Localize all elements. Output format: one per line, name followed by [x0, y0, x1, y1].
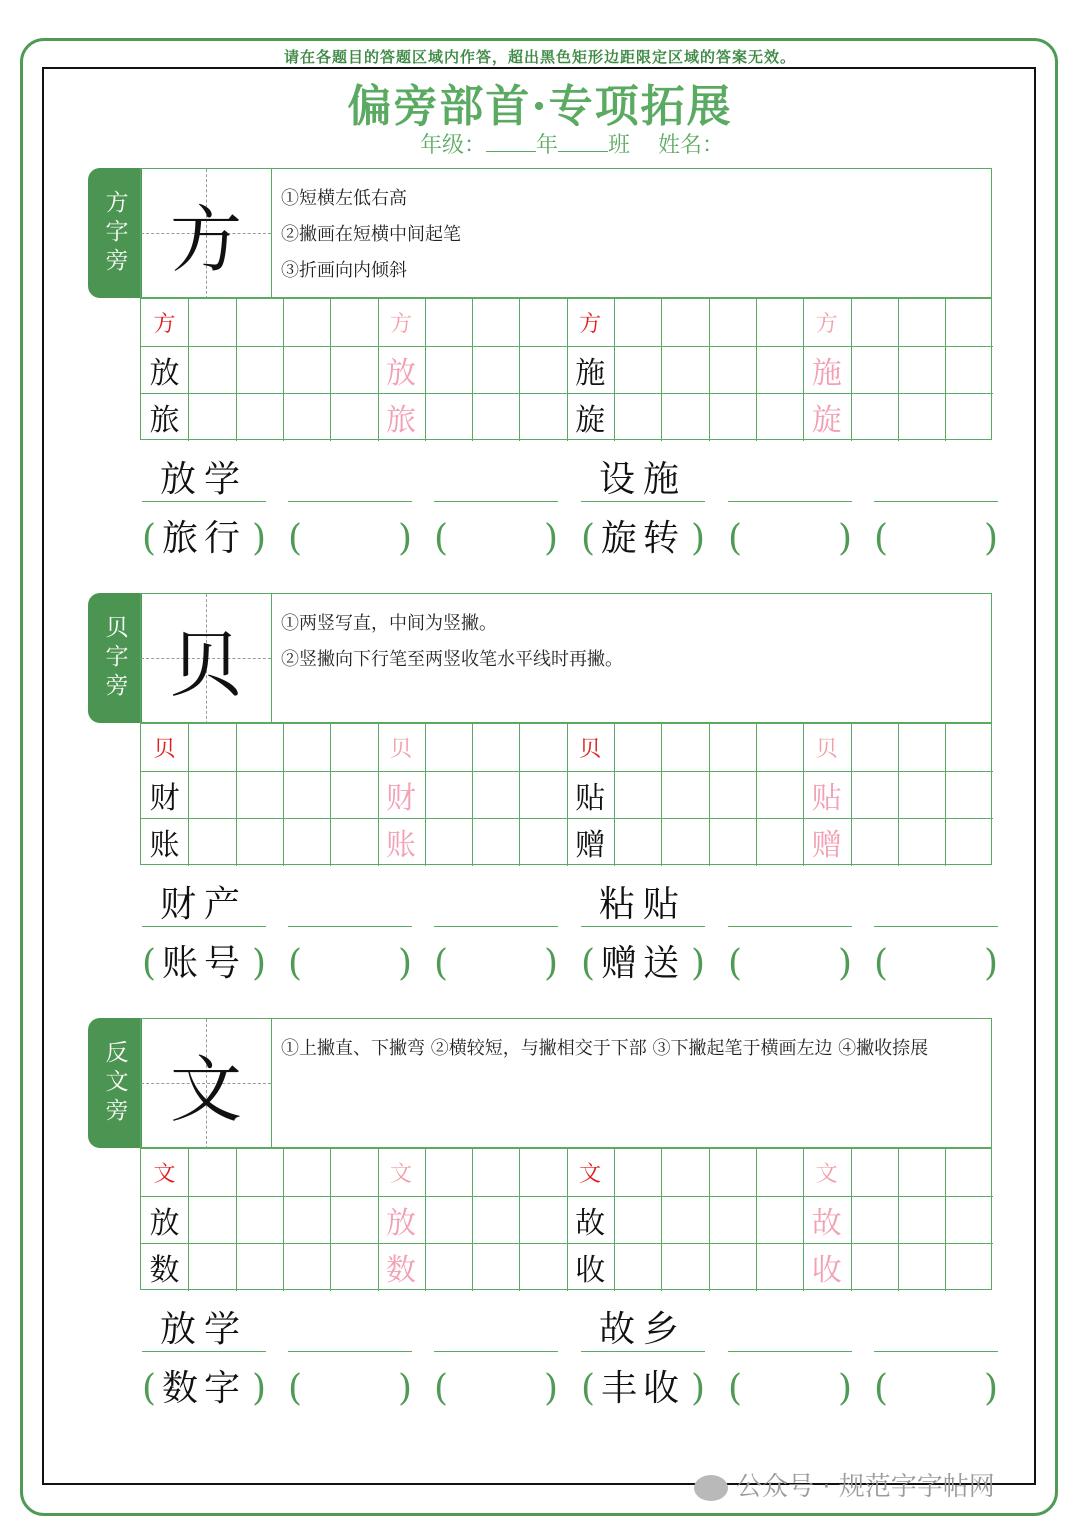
- word-model: 放学: [142, 458, 266, 502]
- paren-blank[interactable]: [728, 1364, 852, 1414]
- word-model: 放学: [142, 1308, 266, 1352]
- demo-box: [140, 1018, 992, 1148]
- word-blank[interactable]: [874, 458, 998, 502]
- wechat-icon: [694, 1475, 728, 1501]
- radical-trace: 方: [815, 312, 838, 337]
- grid-line: [898, 724, 899, 866]
- paren-open: (: [728, 518, 743, 559]
- word-model: 粘贴: [581, 883, 705, 927]
- paren-word: 丰收: [600, 1368, 685, 1409]
- model-char: 旅: [149, 402, 180, 438]
- grid-line: [236, 299, 237, 441]
- word-blank[interactable]: [434, 1308, 558, 1352]
- paren-open: (: [288, 943, 303, 984]
- grade-line: [420, 128, 724, 159]
- grid-line: [851, 1149, 852, 1291]
- practice-grid: [140, 723, 992, 865]
- trace-char: 旋: [811, 402, 842, 438]
- grid-line: [756, 299, 757, 441]
- grid-line: [945, 1149, 946, 1291]
- tips: [281, 606, 981, 678]
- radical-model: 文: [579, 1162, 602, 1187]
- paren-close: ): [397, 1368, 412, 1409]
- grid-line: [472, 724, 473, 866]
- paren-close: ): [397, 518, 412, 559]
- paren-close: ): [251, 1368, 266, 1409]
- word-blank[interactable]: [288, 1308, 412, 1352]
- paren-close: ): [983, 518, 998, 559]
- year-label: 年: [536, 133, 559, 158]
- word-practice: [0, 1308, 1080, 1418]
- paren-open: (: [142, 943, 157, 984]
- paren-blank[interactable]: [728, 939, 852, 989]
- paren-close: ): [837, 1368, 852, 1409]
- divider: [271, 594, 272, 724]
- radical-trace: 方: [389, 312, 412, 337]
- paren-close: ): [837, 943, 852, 984]
- model-char: 放: [149, 355, 180, 391]
- word-model: 设施: [581, 458, 705, 502]
- tip-line: ②竖撇向下行笔至两竖收笔水平线时再撇。: [281, 649, 623, 670]
- grid-line: [425, 299, 426, 441]
- tab-label: 反文旁: [101, 1039, 128, 1127]
- practice-grid: [140, 1148, 992, 1290]
- practice-grid: [140, 298, 992, 440]
- paren-close: ): [983, 943, 998, 984]
- section-tab: [88, 168, 142, 298]
- grid-line: [614, 724, 615, 866]
- trace-char: 施: [811, 355, 842, 391]
- name-label: 姓名：: [658, 133, 725, 158]
- paren-open: (: [581, 1368, 596, 1409]
- notice-text: 请在各题目的答题区域内作答，超出黑色矩形边距限定区域的答案无效。: [283, 48, 796, 66]
- model-char: 放: [149, 1205, 180, 1241]
- grid-line: [188, 299, 189, 441]
- word-blank[interactable]: [874, 883, 998, 927]
- paren-word: 数字: [161, 1368, 246, 1409]
- demo-char: 文: [169, 1048, 242, 1132]
- section-tab: [88, 1018, 142, 1148]
- trace-char: 放: [386, 1205, 416, 1241]
- model-char: 施: [575, 355, 606, 391]
- word-blank[interactable]: [288, 883, 412, 927]
- trace-char: 赠: [811, 827, 842, 863]
- paren-word: 旅行: [161, 518, 246, 559]
- model-char: 赠: [575, 827, 606, 863]
- word-blank[interactable]: [434, 458, 558, 502]
- grid-line: [330, 1149, 331, 1291]
- grid-line: [472, 299, 473, 441]
- radical-section: [0, 1018, 1080, 1438]
- paren-close: ): [543, 943, 558, 984]
- paren-blank[interactable]: [288, 514, 412, 564]
- paren-blank[interactable]: [728, 514, 852, 564]
- radical-model: 贝: [579, 737, 602, 762]
- grid-line: [661, 1149, 662, 1291]
- paren-close: ): [690, 943, 705, 984]
- paren-close: ): [543, 1368, 558, 1409]
- radical-model: 贝: [153, 737, 176, 762]
- tip-line: ③折画向内倾斜: [281, 260, 407, 281]
- paren-open: (: [728, 943, 743, 984]
- trace-char: 收: [811, 1252, 842, 1288]
- grid-line: [236, 1149, 237, 1291]
- grid-line: [283, 724, 284, 866]
- class-blank[interactable]: [558, 132, 608, 152]
- paren-open: (: [874, 518, 889, 559]
- class-label: 班: [608, 133, 631, 158]
- grid-line: [283, 299, 284, 441]
- watermark-text: 公众号 · 规范字字帖网: [736, 1472, 995, 1502]
- radical-section: [0, 168, 1080, 588]
- radical-trace: 贝: [389, 737, 412, 762]
- radical-section: [0, 593, 1080, 1013]
- word-blank[interactable]: [728, 1308, 852, 1352]
- tip-line: ①两竖写直，中间为竖撇。: [281, 613, 497, 634]
- word-model: 财产: [142, 883, 266, 927]
- paren-open: (: [434, 1368, 449, 1409]
- word-blank[interactable]: [874, 1308, 998, 1352]
- radical-model: 文: [153, 1162, 176, 1187]
- paren-model: [581, 514, 705, 564]
- grid-line: [661, 724, 662, 866]
- grid-line: [756, 1149, 757, 1291]
- grid-line: [188, 1149, 189, 1291]
- grid-line: [898, 299, 899, 441]
- word-blank[interactable]: [434, 883, 558, 927]
- word-model: 故乡: [581, 1308, 705, 1352]
- grid-line: [425, 1149, 426, 1291]
- grid-line: [709, 299, 710, 441]
- trace-char: 账: [386, 827, 416, 863]
- paren-model: [581, 1364, 705, 1414]
- paren-blank[interactable]: [874, 1364, 998, 1414]
- grid-line: [851, 299, 852, 441]
- model-char: 贴: [575, 780, 606, 816]
- radical-model: 方: [579, 312, 602, 337]
- grid-line: [330, 299, 331, 441]
- tab-label: 贝字旁: [101, 614, 128, 702]
- grid-line: [519, 1149, 520, 1291]
- grid-line: [425, 724, 426, 866]
- paren-model: [581, 939, 705, 989]
- paren-blank[interactable]: [288, 1364, 412, 1414]
- radical-trace: 文: [389, 1162, 412, 1187]
- divider: [271, 1019, 272, 1149]
- paren-model: [142, 939, 266, 989]
- paren-word: 账号: [161, 943, 246, 984]
- grid-line: [188, 724, 189, 866]
- word-blank[interactable]: [288, 458, 412, 502]
- tip-line: ①上撇直、下撇弯 ②横较短，与撇相交于下部 ③下撇起笔于横画左边 ④撇收捺展: [281, 1038, 929, 1059]
- grid-line: [519, 299, 520, 441]
- demo-char: 方: [169, 198, 242, 282]
- tip-line: ①短横左低右高: [281, 188, 407, 209]
- paren-open: (: [434, 943, 449, 984]
- grid-line: [756, 724, 757, 866]
- paren-model: [142, 514, 266, 564]
- model-char: 故: [575, 1205, 606, 1241]
- tips: [281, 181, 981, 289]
- model-char: 财: [149, 780, 180, 816]
- word-practice: [0, 883, 1080, 993]
- paren-open: (: [142, 1368, 157, 1409]
- word-blank[interactable]: [728, 458, 852, 502]
- grid-line: [851, 724, 852, 866]
- paren-close: ): [397, 943, 412, 984]
- grid-line: [945, 299, 946, 441]
- paren-close: ): [837, 518, 852, 559]
- grid-line: [472, 1149, 473, 1291]
- model-char: 账: [149, 827, 180, 863]
- paren-blank[interactable]: [434, 1364, 558, 1414]
- paren-close: ): [543, 518, 558, 559]
- paren-blank[interactable]: [434, 514, 558, 564]
- grade-blank[interactable]: [486, 132, 536, 152]
- trace-char: 财: [386, 780, 416, 816]
- radical-model: 方: [153, 312, 176, 337]
- paren-open: (: [581, 943, 596, 984]
- paren-open: (: [142, 518, 157, 559]
- trace-char: 故: [811, 1205, 842, 1241]
- grid-line: [236, 724, 237, 866]
- grid-line: [283, 1149, 284, 1291]
- demo-box: [140, 593, 992, 723]
- trace-char: 放: [386, 355, 416, 391]
- model-char: 收: [575, 1252, 606, 1288]
- tips: [281, 1031, 981, 1067]
- paren-close: ): [251, 518, 266, 559]
- model-char: 数: [149, 1252, 180, 1288]
- grid-line: [709, 1149, 710, 1291]
- paren-close: ): [690, 518, 705, 559]
- grid-line: [614, 299, 615, 441]
- trace-char: 贴: [811, 780, 842, 816]
- paren-close: ): [983, 1368, 998, 1409]
- grid-line: [661, 299, 662, 441]
- paren-open: (: [288, 1368, 303, 1409]
- grid-line: [519, 724, 520, 866]
- paren-model: [142, 1364, 266, 1414]
- paren-blank[interactable]: [874, 514, 998, 564]
- paren-blank[interactable]: [434, 939, 558, 989]
- paren-open: (: [874, 943, 889, 984]
- section-tab: [88, 593, 142, 723]
- divider: [271, 169, 272, 299]
- paren-word: 赠送: [600, 943, 685, 984]
- model-char: 旋: [575, 402, 606, 438]
- paren-open: (: [728, 1368, 743, 1409]
- paren-open: (: [874, 1368, 889, 1409]
- tab-label: 方字旁: [101, 189, 128, 277]
- paren-close: ): [251, 943, 266, 984]
- demo-box: [140, 168, 992, 298]
- grid-line: [614, 1149, 615, 1291]
- grid-line: [709, 724, 710, 866]
- radical-trace: 文: [815, 1162, 838, 1187]
- trace-char: 旅: [386, 402, 416, 438]
- tip-line: ②撇画在短横中间起笔: [281, 224, 461, 245]
- paren-close: ): [690, 1368, 705, 1409]
- radical-trace: 贝: [815, 737, 838, 762]
- word-blank[interactable]: [728, 883, 852, 927]
- grid-line: [945, 724, 946, 866]
- paren-open: (: [434, 518, 449, 559]
- grid-line: [330, 724, 331, 866]
- paren-word: 旋转: [600, 518, 685, 559]
- grid-line: [898, 1149, 899, 1291]
- word-practice: [0, 458, 1080, 568]
- trace-char: 数: [386, 1252, 416, 1288]
- watermark: [694, 1466, 995, 1503]
- demo-char: 贝: [169, 623, 242, 707]
- paren-open: (: [288, 518, 303, 559]
- page-title: 偏旁部首·专项拓展: [347, 81, 733, 132]
- grade-label: 年级：: [420, 133, 487, 158]
- paren-blank[interactable]: [288, 939, 412, 989]
- paren-blank[interactable]: [874, 939, 998, 989]
- paren-open: (: [581, 518, 596, 559]
